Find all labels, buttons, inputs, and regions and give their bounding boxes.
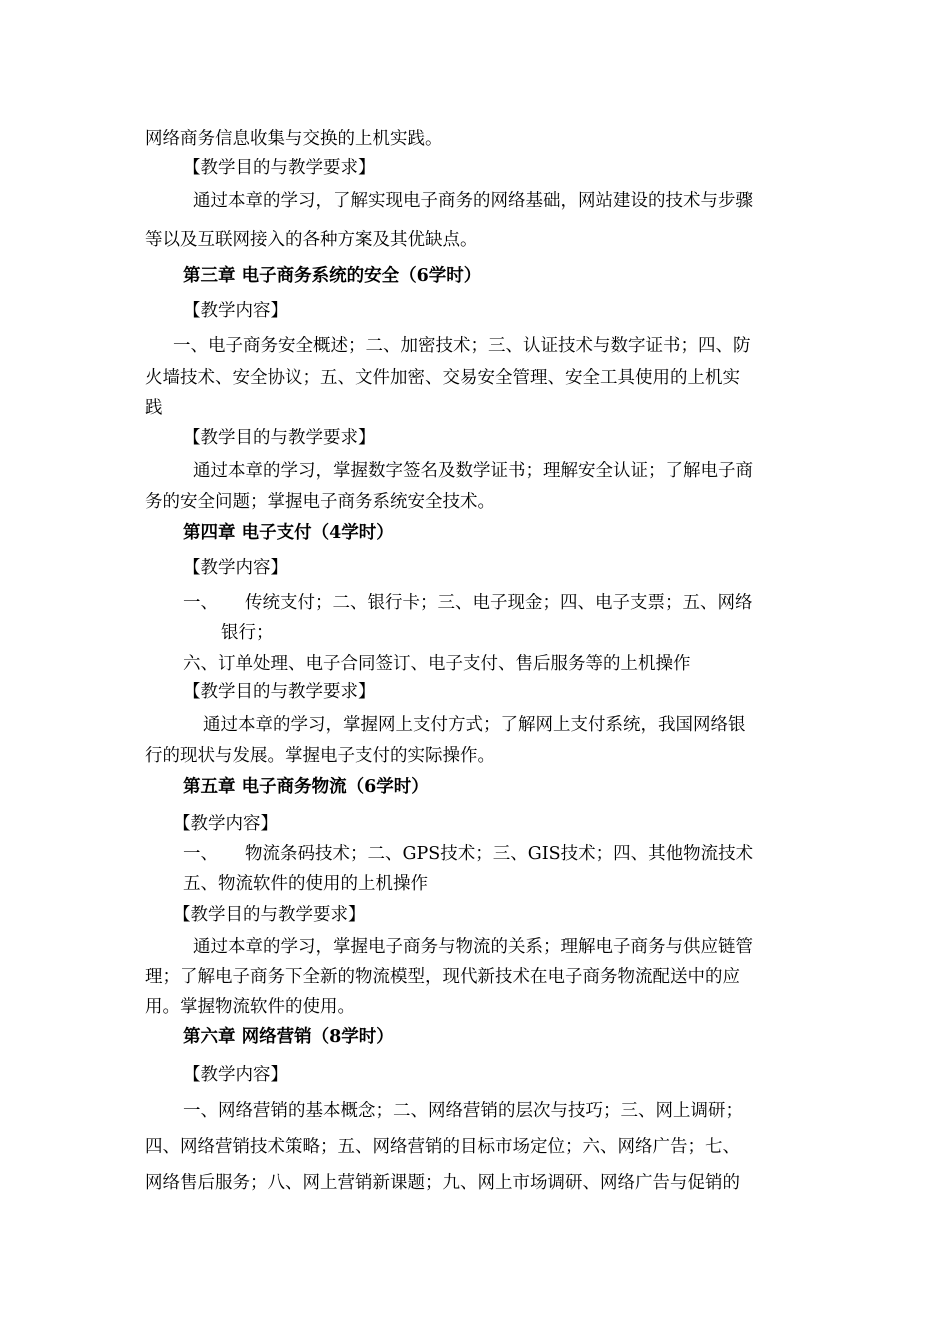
list-item: 六、订单处理、电子合同签订、电子支付、售后服务等的上机操作	[183, 654, 691, 674]
paragraph-line: 践	[145, 398, 163, 418]
paragraph-line: 行的现状与发展。掌握电子支付的实际操作。	[145, 746, 495, 766]
section-label: 【教学内容】	[183, 1065, 288, 1085]
section-label: 【教学内容】	[183, 558, 288, 578]
paragraph-line: 通过本章的学习，掌握电子商务与物流的关系；理解电子商务与供应链管	[193, 937, 753, 957]
chapter-heading: 第四章 电子支付（4学时）	[183, 523, 394, 543]
paragraph-line: 用。掌握物流软件的使用。	[145, 997, 355, 1017]
paragraph-line: 四、网络营销技术策略；五、网络营销的目标市场定位；六、网络广告；七、	[145, 1137, 740, 1157]
paragraph-line: 网络商务信息收集与交换的上机实践。	[145, 129, 443, 149]
list-item-text: 传统支付；二、银行卡；三、电子现金；四、电子支票；五、网络	[245, 593, 753, 613]
section-label: 【教学目的与教学要求】	[183, 682, 376, 702]
list-number: 一、	[183, 844, 218, 864]
paragraph-line: 等以及互联网接入的各种方案及其优缺点。	[145, 230, 478, 250]
chapter-heading: 第六章 网络营销（8学时）	[183, 1027, 394, 1047]
paragraph-line: 一、网络营销的基本概念；二、网络营销的层次与技巧；三、网上调研；	[183, 1101, 743, 1121]
section-label: 【教学内容】	[183, 301, 288, 321]
chapter-heading: 第三章 电子商务系统的安全（6学时）	[183, 266, 482, 286]
paragraph-line: 通过本章的学习，掌握数字签名及数学证书；理解安全认证；了解电子商	[193, 461, 753, 481]
paragraph-line: 通过本章的学习，掌握网上支付方式；了解网上支付系统，我国网络银	[203, 715, 746, 735]
paragraph-line: 理；了解电子商务下全新的物流模型，现代新技术在电子商务物流配送中的应	[145, 967, 740, 987]
paragraph-line: 一、电子商务安全概述；二、加密技术；三、认证技术与数字证书；四、防	[173, 336, 751, 356]
section-label: 【教学内容】	[173, 814, 278, 834]
list-item	[183, 842, 753, 866]
list-number: 一、	[183, 593, 218, 613]
paragraph-line: 务的安全问题；掌握电子商务系统安全技术。	[145, 492, 495, 512]
paragraph-line: 通过本章的学习，了解实现电子商务的网络基础，网站建设的技术与步骤	[193, 191, 753, 211]
section-label: 【教学目的与教学要求】	[173, 905, 366, 925]
list-item	[183, 591, 753, 615]
list-item-text: 物流条码技术；二、GPS技术；三、GIS技术；四、其他物流技术	[245, 844, 754, 864]
chapter-heading: 第五章 电子商务物流（6学时）	[183, 777, 429, 797]
paragraph-line: 网络售后服务；八、网上营销新课题；九、网上市场调研、网络广告与促销的	[145, 1173, 740, 1193]
section-label: 【教学目的与教学要求】	[183, 158, 376, 178]
section-label: 【教学目的与教学要求】	[183, 428, 376, 448]
list-item-continuation: 银行；	[221, 623, 274, 643]
list-item: 五、物流软件的使用的上机操作	[183, 874, 428, 894]
paragraph-line: 火墙技术、安全协议；五、文件加密、交易安全管理、安全工具使用的上机实	[145, 368, 740, 388]
